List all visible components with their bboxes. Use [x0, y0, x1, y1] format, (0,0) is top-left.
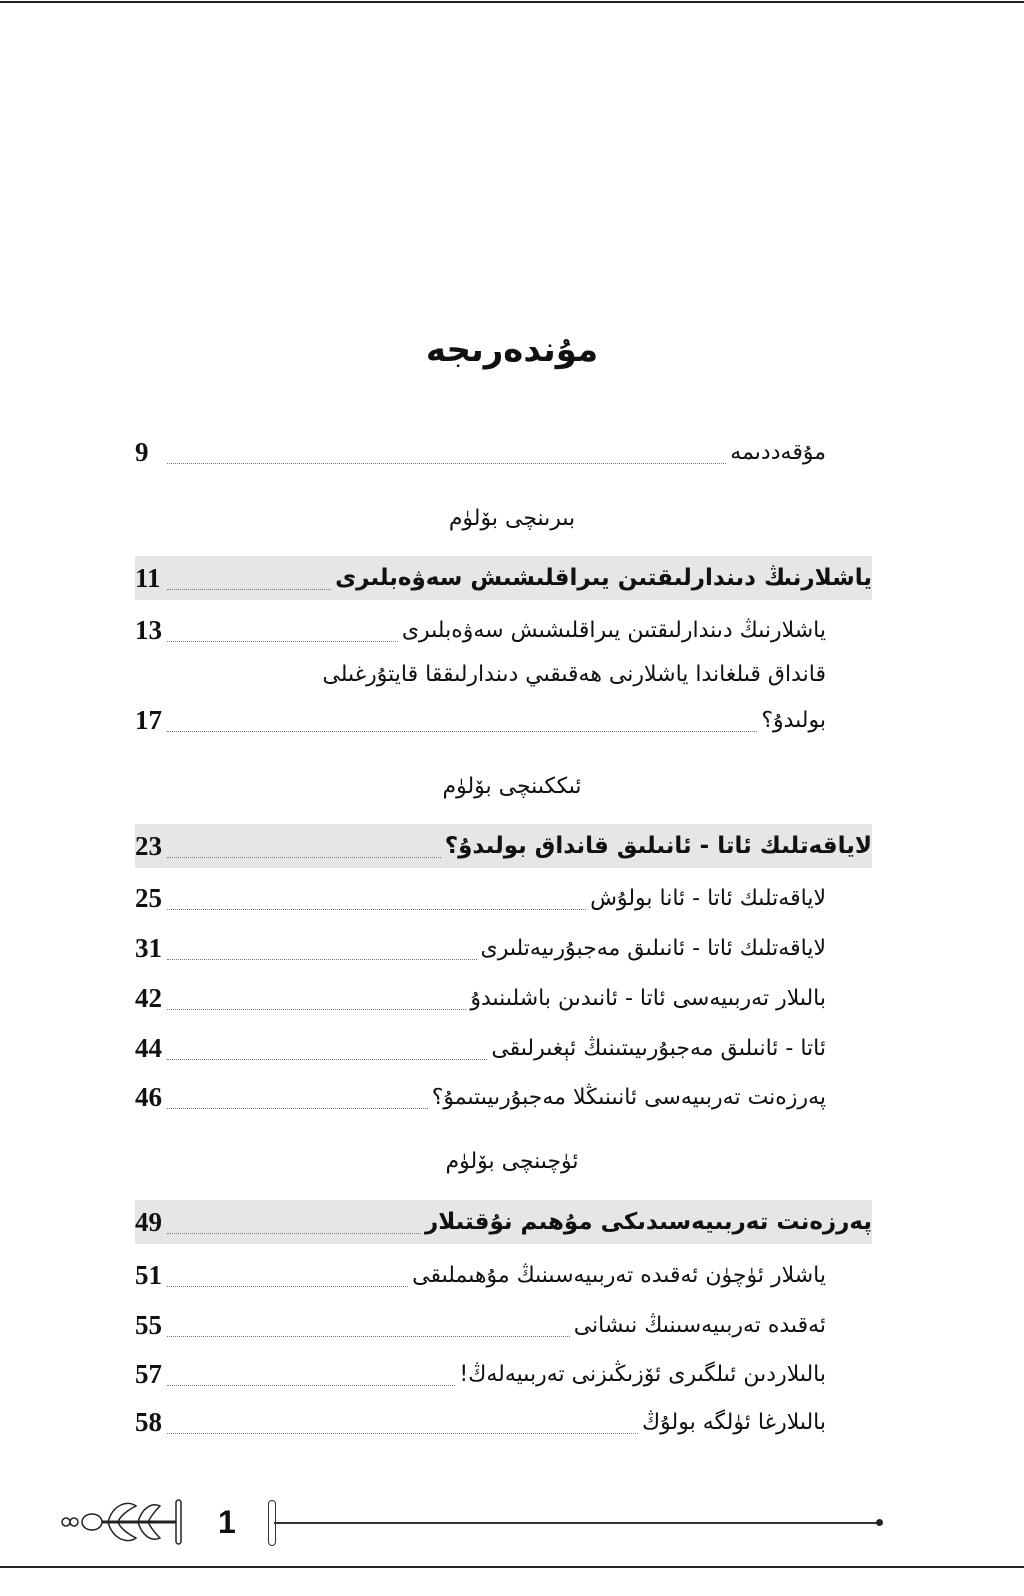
- entry-label: ياشلارنىڭ دىندارلىقتىن يىراقلىشىش سەۋەبلىرى: [401, 617, 826, 643]
- footer-dot: [876, 1519, 883, 1526]
- toc-entry[interactable]: [135, 608, 826, 652]
- entry-page: 58: [135, 1406, 162, 1437]
- bottom-border: [0, 1566, 1024, 1568]
- entry-label: مۇقەددىمە: [730, 439, 826, 465]
- chapter-heading: ئىككىنچى بۆلۈم: [442, 774, 582, 799]
- entry-page: 46: [135, 1081, 162, 1112]
- entry-page: 23: [135, 830, 162, 861]
- chapter-heading: ئۈچىنچى بۆلۈم: [445, 1149, 579, 1174]
- dot-leader: [167, 1336, 570, 1337]
- entry-label: ئاتا - ئانىلىق مەجبۇرىيىتىنىڭ ئېغىرلىقى: [491, 1035, 826, 1061]
- entry-page: 25: [135, 882, 162, 913]
- toc-chapter-main[interactable]: [135, 556, 872, 600]
- dot-leader: [167, 1286, 408, 1287]
- entry-page: 49: [135, 1206, 162, 1237]
- entry-label-line1: قانداق قىلغاندا ياشلارنى ھەقىقىي دىندارلىققا قايتۇرغىلى: [322, 662, 826, 687]
- entry-page: 31: [135, 932, 162, 963]
- toc-entry[interactable]: [135, 1400, 826, 1444]
- floral-ornament-icon: [58, 1496, 182, 1548]
- entry-label: لاياقەتلىك ئاتا - ئانىلىق مەجبۇرىيەتلىرى: [480, 935, 826, 961]
- dot-leader: [167, 909, 586, 910]
- toc-entry[interactable]: [135, 1026, 826, 1070]
- entry-page: 51: [135, 1259, 162, 1290]
- chapter-heading: بىرىنچى بۆلۈم: [448, 506, 576, 531]
- dot-leader: [167, 1385, 455, 1386]
- entry-page: 42: [135, 982, 162, 1013]
- toc-entry[interactable]: [135, 976, 826, 1020]
- footer-rule: [274, 1522, 878, 1524]
- toc-entry[interactable]: [135, 876, 826, 920]
- entry-label: ياشلار ئۈچۈن ئەقىدە تەربىيەسىنىڭ مۇھىملىقى: [412, 1262, 826, 1288]
- entry-label: بالىلارغا ئۈلگە بولۇڭ: [642, 1409, 826, 1435]
- dot-leader: [167, 1009, 466, 1010]
- dot-leader: [167, 731, 757, 732]
- entry-page: 11: [135, 562, 161, 593]
- toc-entry[interactable]: [135, 698, 826, 742]
- toc-chapter-main[interactable]: [135, 824, 872, 868]
- dot-leader: [167, 641, 398, 642]
- entry-label: بالىلار تەربىيەسى ئاتا - ئانىدىن باشلىنىدۇ: [470, 985, 826, 1011]
- entry-page: 17: [135, 704, 162, 735]
- dot-leader: [167, 1108, 428, 1109]
- page-title: مۇندەرىجە: [425, 330, 599, 370]
- top-border: [0, 1, 1024, 3]
- dot-leader: [167, 1433, 638, 1434]
- entry-label: لاياقەتلىك ئاتا - ئانىلىق قانداق بولىدۇ؟: [444, 833, 872, 859]
- dot-leader: [167, 1059, 487, 1060]
- toc-chapter-main[interactable]: [135, 1200, 872, 1244]
- entry-label: پەرزەنت تەربىيەسىدىكى مۇھىم نۇقتىلار: [424, 1209, 872, 1235]
- entry-label-line2: بولىدۇ؟: [761, 707, 826, 733]
- toc-entry[interactable]: [135, 1253, 826, 1297]
- toc-entry-intro[interactable]: [135, 430, 826, 474]
- entry-label: پەرزەنت تەربىيەسى ئانىنىڭلا مەجبۇرىيىتىمۇ؟: [431, 1084, 826, 1110]
- dot-leader: [167, 1233, 421, 1234]
- dot-leader: [167, 589, 331, 590]
- entry-page: 44: [135, 1032, 162, 1063]
- page-number: 1: [218, 1504, 236, 1540]
- entry-label: لاياقەتلىك ئاتا - ئانا بولۇش: [590, 885, 826, 911]
- entry-page: 13: [135, 614, 162, 645]
- entry-label: ياشلارنىڭ دىندارلىقتىن يىراقلىشىش سەۋەبلىرى: [335, 565, 872, 591]
- dot-leader: [167, 857, 441, 858]
- toc-entry[interactable]: [135, 1352, 826, 1396]
- entry-page: 57: [135, 1358, 162, 1389]
- toc-entry[interactable]: [135, 1303, 826, 1347]
- toc-entry[interactable]: [135, 926, 826, 970]
- entry-page: 55: [135, 1309, 162, 1340]
- dot-leader: [167, 959, 477, 960]
- dot-leader: [167, 463, 726, 464]
- entry-label: بالىلاردىن ئىلگىرى ئۆزىڭىزنى تەربىيەلەڭ!: [459, 1361, 826, 1387]
- toc-entry[interactable]: [135, 1075, 826, 1119]
- entry-label: ئەقىدە تەربىيەسىنىڭ نىشانى: [573, 1312, 826, 1338]
- entry-page: 9: [135, 436, 149, 467]
